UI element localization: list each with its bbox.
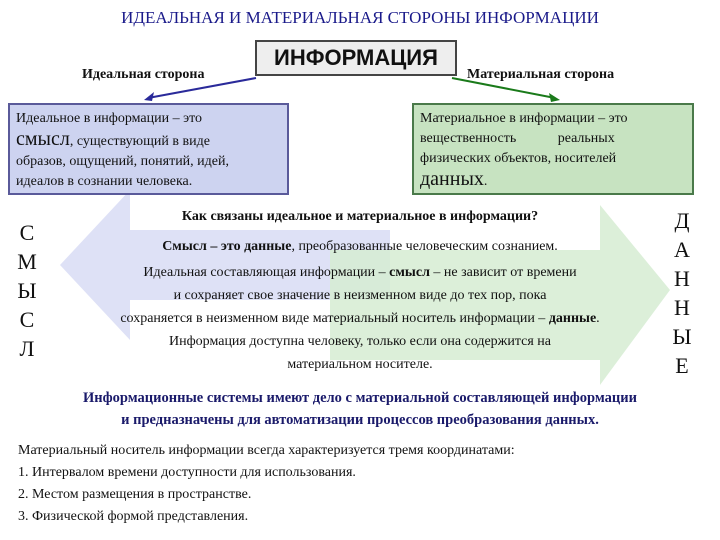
central-line-4 [40, 308, 680, 331]
material-text-dot: . [483, 174, 488, 189]
material-text-1: Материальное в информации – это [420, 111, 628, 126]
right-letter: А [674, 237, 690, 262]
material-text-3: физических объектов, носителей [420, 151, 617, 166]
summary-line-2: и предназначены для автоматизации процессов преобразования данных. [121, 412, 599, 428]
ideal-keyword-smysl: смысл [16, 128, 70, 150]
list-item: 3. Физической формой представления. [18, 509, 249, 524]
central-question: Как связаны идеальное и материальное в информации? [181, 209, 539, 224]
left-letter: С [19, 307, 35, 332]
central-line-2-b: – не зависит от времени [429, 265, 577, 280]
page-title: ИДЕАЛЬНАЯ И МАТЕРИАЛЬНАЯ СТОРОНЫ ИНФОРМАЦИИ [121, 8, 599, 27]
central-line-4-b: . [596, 311, 600, 326]
material-line-4 [420, 169, 686, 192]
material-description-box [412, 103, 694, 195]
ideal-text-3: образов, ощущений, понятий, идей, [16, 154, 229, 169]
ideal-connector-arrowhead [144, 92, 154, 101]
left-letter: Л [19, 336, 35, 361]
left-vertical-word [16, 218, 38, 363]
carrier-coordinates-list [18, 440, 515, 528]
right-letter: Е [675, 353, 689, 378]
central-line-2-bold: смысл [389, 265, 430, 280]
right-letter: Д [674, 208, 690, 233]
ideal-description-box [8, 103, 289, 195]
central-line-2 [40, 262, 680, 285]
central-line-5: Информация доступна человеку, только если она содержится на [169, 334, 551, 349]
ideal-line-1 [16, 109, 281, 129]
right-letter: Н [674, 295, 690, 320]
list-item: 1. Интервалом времени доступности для использования. [18, 465, 356, 480]
material-keyword-dannye: данных [420, 168, 484, 190]
left-letter: Ы [17, 278, 37, 303]
ideal-side-label: Идеальная сторона [82, 67, 205, 82]
ideal-text-2: , существующий в виде [69, 134, 210, 149]
central-line-6: материальном носителе. [287, 357, 433, 372]
left-letter: М [17, 249, 37, 274]
right-letter: Ы [672, 324, 692, 349]
information-box: ИНФОРМАЦИЯ [255, 40, 457, 76]
list-intro: Материальный носитель информации всегда характеризуется тремя координатами: [18, 443, 515, 458]
list-item: 2. Местом размещения в пространстве. [18, 487, 252, 502]
material-side-label: Материальная сторона [467, 67, 615, 82]
material-connector-arrowhead [549, 93, 560, 102]
central-line-4-a: сохраняется в неизменном виде материальный носитель информации – [120, 311, 549, 326]
left-letter: С [19, 220, 35, 245]
central-line-1-rest: , преобразованные человеческим сознанием. [291, 239, 558, 254]
ideal-text-4: идеалов в сознании человека. [16, 174, 193, 189]
central-line-2-a: Идеальная составляющая информации – [143, 265, 390, 280]
ideal-line-2 [16, 129, 281, 152]
summary-line-1: Информационные системы имеют дело с материальной составляющей информации [83, 390, 637, 406]
central-line-1-bold: Смысл – это данные [162, 239, 292, 254]
central-line-4-bold: данные [548, 311, 597, 326]
material-text-2: вещественность реальных [420, 131, 615, 146]
central-line-3: и сохраняет свое значение в неизменном виде до тех пор, пока [173, 288, 547, 303]
central-line-1 [40, 236, 680, 259]
right-letter: Н [674, 266, 690, 291]
ideal-text-1: Идеальное в информации – это [16, 111, 203, 126]
